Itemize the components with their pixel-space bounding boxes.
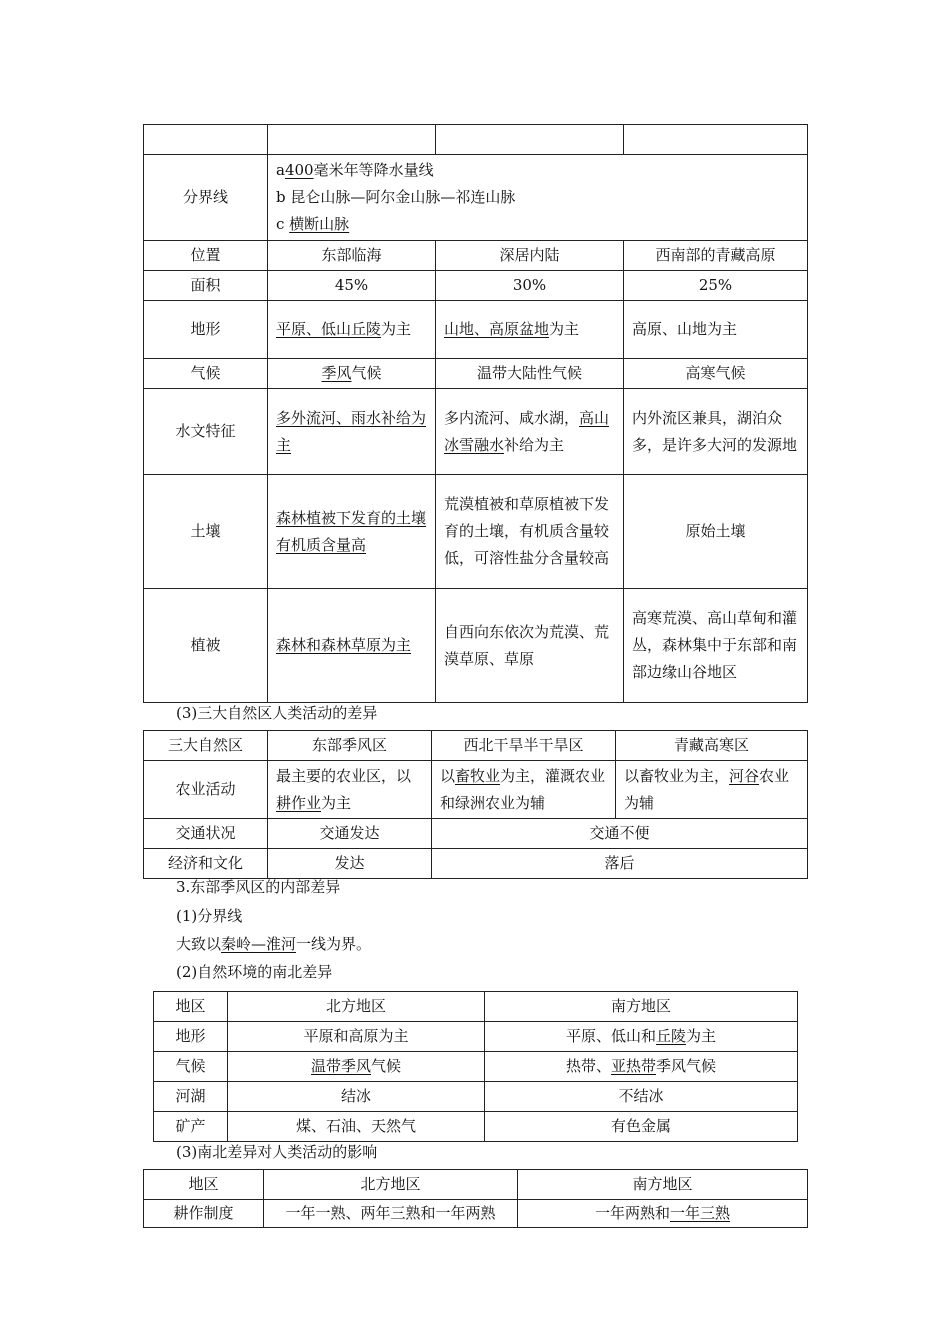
table-cell: 平原、低山和丘陵为主 — [485, 1022, 798, 1052]
row-label: 交通状况 — [144, 819, 268, 849]
table-cell: 温带大陆性气候 — [436, 359, 624, 389]
table-row — [154, 992, 798, 1022]
table-cell: 山地、高原盆地为主 — [436, 301, 624, 359]
table-cell — [268, 589, 436, 703]
table-row — [144, 155, 808, 241]
table-row — [144, 125, 808, 155]
table-row — [144, 1200, 808, 1228]
row-label: 土壤 — [144, 475, 268, 589]
table-row — [154, 1052, 798, 1082]
table-row — [144, 761, 808, 819]
table-cell: 平原和高原为主 — [228, 1022, 485, 1052]
column-header: 西北干旱半干旱区 — [432, 731, 616, 761]
column-header: 青藏高寒区 — [616, 731, 808, 761]
table-cell: 一年一熟、两年三熟和一年两熟 — [264, 1200, 518, 1228]
farming-system-table — [143, 1169, 808, 1228]
column-header: 地区 — [154, 992, 228, 1022]
table-cell: 季风气候 — [268, 359, 436, 389]
underlined-answer: 丘陵 — [655, 1027, 686, 1045]
table-cell: 一年两熟和一年三熟 — [518, 1200, 808, 1228]
table-row — [144, 589, 808, 703]
table-cell — [268, 389, 436, 475]
table-cell: 西南部的青藏高原 — [624, 241, 808, 271]
farming-system-rows — [144, 1170, 808, 1228]
table-cell: 25% — [624, 271, 808, 301]
text-line: a400毫米年等降水量线 — [276, 161, 434, 179]
table-cell: 荒漠植被和草原植被下发育的土壤，有机质含量较低，可溶性盐分含量较高 — [436, 475, 624, 589]
table-row — [154, 1082, 798, 1112]
blank-cell — [624, 125, 808, 155]
row-label: 地形 — [144, 301, 268, 359]
underlined-answer: 山地、高原盆地 — [444, 320, 550, 338]
table-row — [144, 475, 808, 589]
table-cell: 发达 — [268, 849, 432, 879]
column-header: 三大自然区 — [144, 731, 268, 761]
underlined-answer: 400 — [284, 161, 314, 179]
table-cell: 以畜牧业为主，河谷农业为辅 — [616, 761, 808, 819]
table-row — [144, 301, 808, 359]
blank-cell — [144, 125, 268, 155]
row-label: 地形 — [154, 1022, 228, 1052]
column-header: 地区 — [144, 1170, 264, 1200]
table-row — [144, 731, 808, 761]
column-header: 北方地区 — [264, 1170, 518, 1200]
table-cell: 交通发达 — [268, 819, 432, 849]
table-cell: 高寒荒漠、高山草甸和灌丛，森林集中于东部和南部边缘山谷地区 — [624, 589, 808, 703]
table-cell: 原始土壤 — [624, 475, 808, 589]
table-row — [144, 1170, 808, 1200]
underlined-answer: 平原、低山丘陵 — [276, 320, 382, 338]
row-label: 面积 — [144, 271, 268, 301]
table-cell: 平原、低山丘陵为主 — [268, 301, 436, 359]
column-header: 南方地区 — [518, 1170, 808, 1200]
table-cell: 交通不便 — [432, 819, 808, 849]
table-row — [144, 389, 808, 475]
table-cell: 高原、山地为主 — [624, 301, 808, 359]
table-cell: 温带季风气候 — [228, 1052, 485, 1082]
table-cell: 煤、石油、天然气 — [228, 1112, 485, 1142]
underlined-answer: 畜牧业 — [455, 766, 501, 785]
part-heading: 3.东部季风区的内部差异 — [176, 878, 341, 896]
table-cell: 多内流河、咸水湖，高山冰雪融水补给为主 — [436, 389, 624, 475]
row-label: 耕作制度 — [144, 1200, 264, 1228]
blank-cell — [436, 125, 624, 155]
section-heading: (3)三大自然区人类活动的差异 — [176, 704, 378, 722]
table-row — [154, 1112, 798, 1142]
section-heading: (3)南北差异对人类活动的影响 — [176, 1143, 378, 1161]
table-cell: 热带、亚热带季风气候 — [485, 1052, 798, 1082]
blank-cell — [268, 125, 436, 155]
table-cell: 深居内陆 — [436, 241, 624, 271]
text-line: b 昆仑山脉—阿尔金山脉—祁连山脉 — [276, 188, 516, 206]
table-row — [144, 271, 808, 301]
human-activities-rows — [144, 731, 808, 879]
underlined-answer: 高山冰雪融水 — [444, 408, 610, 454]
row-label: 水文特征 — [144, 389, 268, 475]
underlined-answer: 亚热带 — [610, 1057, 656, 1075]
north-south-nature-table — [153, 991, 798, 1142]
underlined-answer: 横断山脉 — [289, 215, 350, 233]
table-cell: 30% — [436, 271, 624, 301]
text-line: c 横断山脉 — [276, 215, 350, 233]
row-label: 分界线 — [144, 155, 268, 241]
table-row — [144, 359, 808, 389]
underlined-answer: 耕作业 — [276, 793, 322, 812]
underlined-answer: 一年三熟 — [670, 1204, 731, 1222]
subheading: (2)自然环境的南北差异 — [176, 963, 333, 981]
underlined-answer: 森林植被下发育的土壤有机质含量高 — [276, 508, 427, 554]
table-cell: 高寒气候 — [624, 359, 808, 389]
table-row — [144, 819, 808, 849]
table-cell: 最主要的农业区，以耕作业为主 — [268, 761, 432, 819]
row-label: 经济和文化 — [144, 849, 268, 879]
table-cell: 45% — [268, 271, 436, 301]
row-label: 农业活动 — [144, 761, 268, 819]
column-header: 东部季风区 — [268, 731, 432, 761]
table-cell: 内外流区兼具，湖泊众多，是许多大河的发源地 — [624, 389, 808, 475]
table-cell: 不结冰 — [485, 1082, 798, 1112]
north-south-nature-rows — [154, 992, 798, 1142]
boundary-text: 大致以秦岭—淮河一线为界。 — [176, 935, 372, 953]
table-cell: 落后 — [432, 849, 808, 879]
table-cell: 自西向东依次为荒漠、荒漠草原、草原 — [436, 589, 624, 703]
human-activities-table — [143, 730, 808, 879]
column-header: 南方地区 — [485, 992, 798, 1022]
underlined-answer: 秦岭—淮河 — [221, 935, 297, 953]
table-cell: 结冰 — [228, 1082, 485, 1112]
natural-regions-table — [143, 124, 808, 703]
row-label: 气候 — [154, 1052, 228, 1082]
row-label: 河湖 — [154, 1082, 228, 1112]
table-cell: 东部临海 — [268, 241, 436, 271]
table-row — [154, 1022, 798, 1052]
underlined-answer: 河谷 — [729, 766, 760, 785]
underlined-answer: 温带季风 — [310, 1057, 371, 1075]
row-label: 矿产 — [154, 1112, 228, 1142]
underlined-answer: 森林和森林草原为主 — [276, 636, 412, 654]
column-header: 北方地区 — [228, 992, 485, 1022]
underlined-answer: 季风 — [321, 364, 352, 382]
table-cell: 以畜牧业为主，灌溉农业和绿洲农业为辅 — [432, 761, 616, 819]
underlined-answer: 多外流河、雨水补给为主 — [276, 408, 427, 454]
row-label: 位置 — [144, 241, 268, 271]
subheading: (1)分界线 — [176, 907, 243, 925]
row-label: 植被 — [144, 589, 268, 703]
table-row — [144, 241, 808, 271]
natural-regions-rows — [144, 241, 808, 703]
boundary-lines-cell — [268, 155, 808, 241]
table-cell — [268, 475, 436, 589]
table-cell: 有色金属 — [485, 1112, 798, 1142]
row-label: 气候 — [144, 359, 268, 389]
